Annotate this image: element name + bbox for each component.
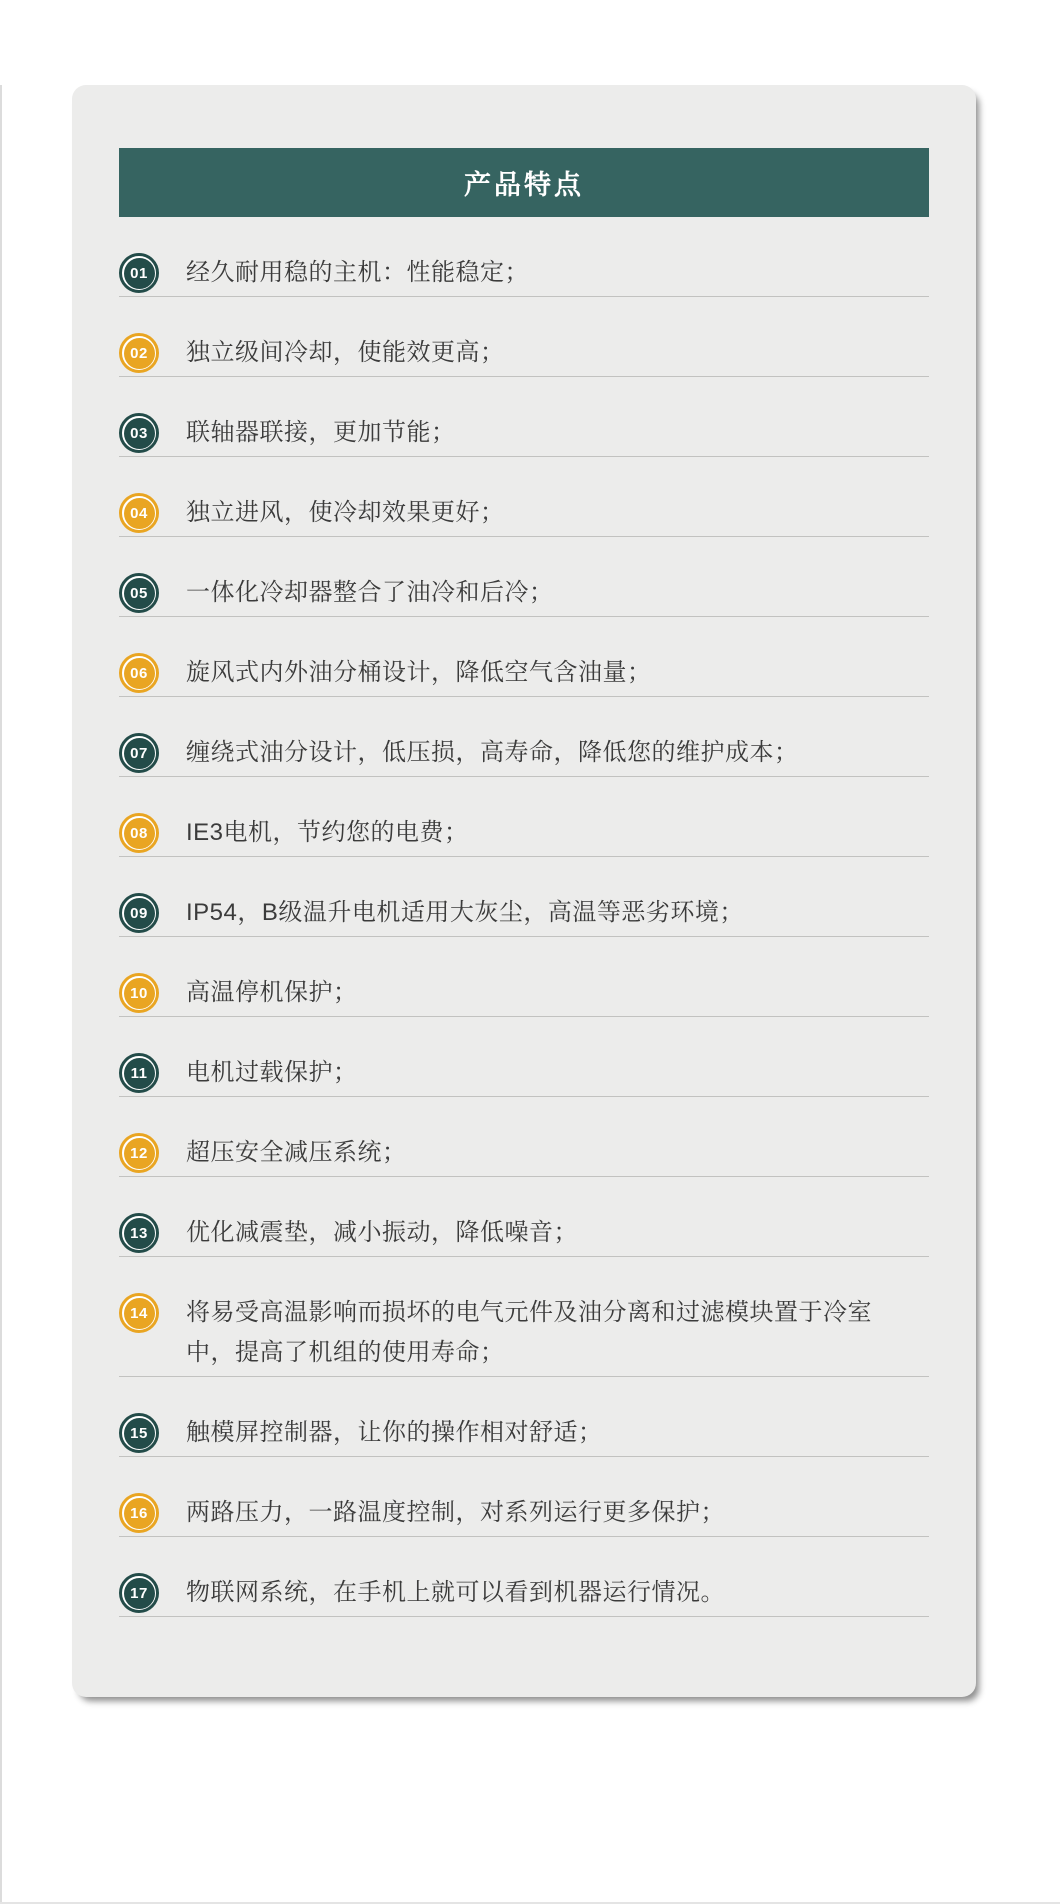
- feature-number: 08: [124, 818, 155, 849]
- feature-number: 15: [124, 1418, 155, 1449]
- feature-row: [119, 653, 929, 693]
- feature-number: 13: [124, 1218, 155, 1249]
- feature-number-badge-icon: [119, 493, 159, 533]
- feature-text: 高温停机保护；: [186, 979, 358, 1006]
- feature-text: 一体化冷却器整合了油冷和后冷；: [186, 579, 554, 606]
- feature-list-item: [119, 297, 929, 377]
- feature-number-badge-icon: [119, 1573, 159, 1613]
- feature-text: IP54，B级温升电机适用大灰尘，高温等恶劣环境；: [186, 899, 744, 926]
- feature-number: 16: [124, 1498, 155, 1529]
- feature-number-badge-icon: [119, 893, 159, 933]
- feature-row: [119, 973, 929, 1013]
- feature-row: [119, 1493, 929, 1533]
- product-features-card: [72, 85, 976, 1697]
- feature-list-item: [119, 1017, 929, 1097]
- feature-text: 将易受高温影响而损坏的电气元件及油分离和过滤模块置于冷室中，提高了机组的使用寿命；: [186, 1299, 872, 1366]
- product-page: [0, 85, 1060, 1904]
- feature-row: [119, 813, 929, 853]
- feature-number-badge-icon: [119, 1053, 159, 1093]
- feature-row: [119, 573, 929, 613]
- feature-number-badge-icon: [119, 733, 159, 773]
- feature-list-item: [119, 1097, 929, 1177]
- feature-number-badge-icon: [119, 573, 159, 613]
- feature-list-item: [119, 697, 929, 777]
- feature-number: 01: [124, 258, 155, 289]
- feature-number-badge-icon: [119, 653, 159, 693]
- feature-number: 12: [124, 1138, 155, 1169]
- feature-list-item: [119, 777, 929, 857]
- feature-number-badge-icon: [119, 413, 159, 453]
- feature-number: 10: [124, 978, 155, 1009]
- feature-list-item: [119, 1537, 929, 1617]
- feature-list-item: [119, 1257, 929, 1377]
- feature-text: 物联网系统，在手机上就可以看到机器运行情况。: [186, 1579, 725, 1606]
- feature-row: [119, 493, 929, 533]
- feature-text: 电机过载保护；: [186, 1059, 358, 1086]
- feature-list-item: [119, 937, 929, 1017]
- feature-number-badge-icon: [119, 333, 159, 373]
- feature-list: [119, 217, 929, 1617]
- feature-number: 05: [124, 578, 155, 609]
- feature-number-badge-icon: [119, 1213, 159, 1253]
- feature-text: 旋风式内外油分桶设计，降低空气含油量；: [186, 659, 652, 686]
- feature-row: [119, 893, 929, 933]
- feature-list-item: [119, 537, 929, 617]
- feature-list-item: [119, 617, 929, 697]
- feature-text: IE3电机，节约您的电费；: [186, 819, 469, 846]
- feature-number: 06: [124, 658, 155, 689]
- feature-number: 03: [124, 418, 155, 449]
- feature-number: 11: [124, 1058, 155, 1089]
- feature-number-badge-icon: [119, 973, 159, 1013]
- feature-row: [119, 413, 929, 453]
- feature-row: [119, 333, 929, 373]
- feature-list-item: [119, 1457, 929, 1537]
- feature-text: 经久耐用稳的主机：性能稳定；: [186, 259, 529, 286]
- feature-text: 触模屏控制器，让你的操作相对舒适；: [186, 1419, 603, 1446]
- feature-number: 17: [124, 1578, 155, 1609]
- feature-row: [119, 1053, 929, 1093]
- feature-number: 09: [124, 898, 155, 929]
- feature-row: [119, 1213, 929, 1253]
- feature-row: [119, 1573, 929, 1613]
- feature-row: [119, 733, 929, 773]
- feature-number-badge-icon: [119, 813, 159, 853]
- feature-text: 优化减震垫，减小振动，降低噪音；: [186, 1219, 578, 1246]
- feature-number: 07: [124, 738, 155, 769]
- feature-text: 两路压力，一路温度控制，对系列运行更多保护；: [186, 1499, 725, 1526]
- page-left-edge-line: [0, 85, 2, 1904]
- feature-text: 独立进风，使冷却效果更好；: [186, 499, 505, 526]
- feature-row: [119, 1413, 929, 1453]
- feature-number: 04: [124, 498, 155, 529]
- feature-text: 联轴器联接，更加节能；: [186, 419, 456, 446]
- feature-number-badge-icon: [119, 1293, 159, 1333]
- feature-list-item: [119, 377, 929, 457]
- feature-row: [119, 1293, 929, 1373]
- feature-row: [119, 253, 929, 293]
- section-header-bar: [119, 148, 929, 217]
- feature-number-badge-icon: [119, 253, 159, 293]
- feature-list-item: [119, 217, 929, 297]
- feature-number: 02: [124, 338, 155, 369]
- feature-list-item: [119, 457, 929, 537]
- feature-number-badge-icon: [119, 1493, 159, 1533]
- section-title: 产品特点: [464, 170, 584, 200]
- feature-number: 14: [124, 1298, 155, 1329]
- feature-text: 超压安全减压系统；: [186, 1139, 407, 1166]
- feature-list-item: [119, 1177, 929, 1257]
- feature-number-badge-icon: [119, 1133, 159, 1173]
- feature-number-badge-icon: [119, 1413, 159, 1453]
- feature-list-item: [119, 1377, 929, 1457]
- feature-row: [119, 1133, 929, 1173]
- feature-text: 缠绕式油分设计，低压损，高寿命，降低您的维护成本；: [186, 739, 799, 766]
- feature-text: 独立级间冷却，使能效更高；: [186, 339, 505, 366]
- feature-list-item: [119, 857, 929, 937]
